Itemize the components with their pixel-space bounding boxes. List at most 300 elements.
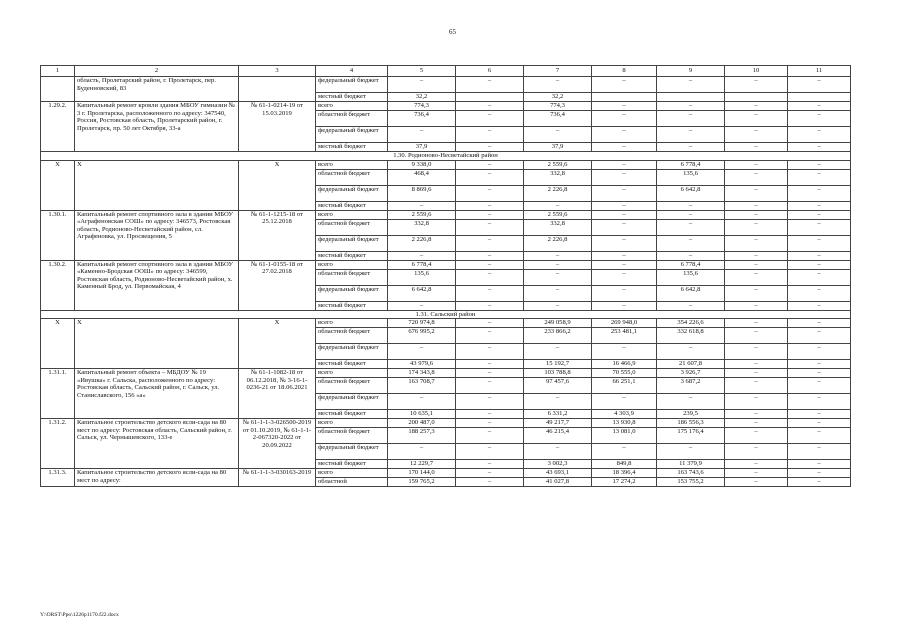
value-cell: – (725, 260, 788, 269)
value-cell: – (592, 394, 657, 410)
table-row (41, 260, 851, 269)
value-cell: – (456, 260, 524, 269)
funding-source-cell: местный бюджет (316, 143, 388, 152)
value-cell: – (725, 143, 788, 152)
value-cell: – (657, 210, 725, 219)
value-cell: – (725, 127, 788, 143)
value-cell: 70 555,0 (592, 369, 657, 378)
table-row (41, 210, 851, 219)
value-cell: – (725, 102, 788, 111)
value-cell: – (456, 394, 524, 410)
value-cell: – (725, 160, 788, 169)
value-cell: – (788, 394, 851, 410)
value-cell: – (592, 235, 657, 251)
value-cell: – (456, 344, 524, 360)
value-cell: – (788, 410, 851, 419)
value-cell: – (592, 127, 657, 143)
value-cell: – (592, 301, 657, 310)
value-cell: 18 396,4 (592, 469, 657, 478)
item-number-cell: 1.31.2. (41, 419, 75, 469)
value-cell: – (592, 111, 657, 127)
funding-source-cell: всего (316, 319, 388, 328)
item-number-cell: 1.31.3. (41, 469, 75, 487)
value-cell: 233 866,2 (524, 328, 592, 344)
value-cell (788, 93, 851, 102)
funding-source-cell: областной бюджет (316, 111, 388, 127)
value-cell: – (788, 127, 851, 143)
funding-source-cell: местный бюджет (316, 460, 388, 469)
page-number: 65 (449, 28, 456, 36)
value-cell: 6 331,2 (524, 410, 592, 419)
value-cell: 15 192,7 (524, 360, 592, 369)
document-cell: № 61-1-1082-18 от 06.12.2018, № 3-16-1-0236-21 от 18.06.2021 (239, 369, 316, 419)
value-cell: – (725, 428, 788, 444)
value-cell: – (725, 77, 788, 93)
column-header: 11 (788, 66, 851, 77)
value-cell: – (592, 169, 657, 185)
funding-source-cell: областной бюджет (316, 269, 388, 285)
funding-source-cell: областной бюджет (316, 328, 388, 344)
table-row (41, 102, 851, 111)
value-cell: – (657, 77, 725, 93)
value-cell: 135,6 (388, 269, 456, 285)
value-cell: – (788, 419, 851, 428)
section-row (41, 152, 851, 161)
value-cell: 186 556,3 (657, 419, 725, 428)
value-cell: – (388, 251, 456, 260)
value-cell: – (456, 328, 524, 344)
value-cell: – (524, 251, 592, 260)
value-cell: – (524, 444, 592, 460)
value-cell: – (456, 269, 524, 285)
value-cell: 135,6 (657, 169, 725, 185)
object-name-cell: Х (75, 160, 239, 210)
value-cell: 6 778,4 (657, 260, 725, 269)
value-cell: – (456, 77, 524, 93)
table-row (41, 77, 851, 93)
value-cell: – (788, 469, 851, 478)
value-cell: – (456, 378, 524, 394)
funding-source-cell: всего (316, 260, 388, 269)
funding-source-cell: всего (316, 469, 388, 478)
value-cell: – (388, 201, 456, 210)
value-cell: – (524, 285, 592, 301)
value-cell: 676 995,2 (388, 328, 456, 344)
value-cell: 163 743,6 (657, 469, 725, 478)
value-cell: 249 058,9 (524, 319, 592, 328)
value-cell: – (592, 260, 657, 269)
value-cell: – (725, 235, 788, 251)
value-cell: – (725, 185, 788, 201)
value-cell: – (456, 102, 524, 111)
value-cell: 6 642,8 (657, 285, 725, 301)
value-cell: 2 226,8 (388, 235, 456, 251)
value-cell: – (725, 169, 788, 185)
value-cell: 17 274,2 (592, 478, 657, 487)
value-cell: 2 559,6 (388, 210, 456, 219)
value-cell: – (592, 251, 657, 260)
value-cell: – (388, 394, 456, 410)
funding-source-cell: федеральный бюджет (316, 285, 388, 301)
column-header: 9 (657, 66, 725, 77)
value-cell: – (788, 478, 851, 487)
value-cell: – (592, 143, 657, 152)
value-cell: – (524, 301, 592, 310)
value-cell: 66 251,1 (592, 378, 657, 394)
value-cell: – (456, 210, 524, 219)
table-body (41, 66, 851, 487)
value-cell: – (657, 444, 725, 460)
funding-source-cell: местный бюджет (316, 251, 388, 260)
funding-source-cell: областной бюджет (316, 219, 388, 235)
funding-source-cell: федеральный бюджет (316, 344, 388, 360)
value-cell: – (657, 143, 725, 152)
value-cell: – (788, 111, 851, 127)
item-number-cell: 1.30.2. (41, 260, 75, 310)
value-cell: 153 755,2 (657, 478, 725, 487)
value-cell (725, 93, 788, 102)
value-cell: 21 607,8 (657, 360, 725, 369)
value-cell: – (456, 111, 524, 127)
funding-source-cell: федеральный бюджет (316, 185, 388, 201)
value-cell: – (456, 419, 524, 428)
value-cell: – (388, 344, 456, 360)
value-cell: – (524, 394, 592, 410)
value-cell: 43 693,1 (524, 469, 592, 478)
value-cell: 43 979,6 (388, 360, 456, 369)
value-cell: 774,3 (524, 102, 592, 111)
value-cell: – (788, 360, 851, 369)
value-cell: – (788, 77, 851, 93)
value-cell: 170 144,0 (388, 469, 456, 478)
object-name-cell: Капитальный ремонт кровли здания МБОУ гимназии № 3 г. Пролетарска, расположенного по адресу: 347540, Россия, Ростовская область, Пролетарский район, г. Пролетарск, пр. 50 лет Октября, 33-а (75, 102, 239, 152)
value-cell: – (657, 102, 725, 111)
file-path-footer: Y:\ORST\Ppo\1226p1170.f22.docx (40, 612, 119, 618)
funding-source-cell: всего (316, 160, 388, 169)
value-cell: – (456, 285, 524, 301)
value-cell: – (725, 269, 788, 285)
funding-source-cell: областной (316, 478, 388, 487)
value-cell: – (592, 219, 657, 235)
funding-source-cell: федеральный бюджет (316, 77, 388, 93)
value-cell: – (725, 201, 788, 210)
value-cell: – (725, 460, 788, 469)
value-cell: – (592, 285, 657, 301)
value-cell: 174 343,8 (388, 369, 456, 378)
object-name-cell: Капитальный ремонт спортивного зала в здании МБОУ «Каменно-Бродская ООШ» по адресу: 346599, Ростовская область, Родионово-Несветайский район, х. Каменный Брод, ул. Первомайская, 4 (75, 260, 239, 310)
table-row (41, 160, 851, 169)
funding-source-cell: всего (316, 102, 388, 111)
column-header: 2 (75, 66, 239, 77)
value-cell: – (725, 444, 788, 460)
document-cell: Х (239, 160, 316, 210)
value-cell: – (657, 235, 725, 251)
value-cell: – (657, 127, 725, 143)
document-cell: № 61-1-1-3-030163-2019 (239, 469, 316, 487)
value-cell: – (388, 77, 456, 93)
value-cell: – (592, 102, 657, 111)
value-cell: – (725, 111, 788, 127)
column-header: 1 (41, 66, 75, 77)
value-cell: – (725, 419, 788, 428)
value-cell: – (657, 394, 725, 410)
value-cell: 41 027,8 (524, 478, 592, 487)
value-cell: – (788, 444, 851, 460)
value-cell: 849,8 (592, 460, 657, 469)
value-cell: – (456, 251, 524, 260)
value-cell: – (456, 478, 524, 487)
value-cell: – (456, 469, 524, 478)
item-number-cell: 1.29.2. (41, 102, 75, 152)
value-cell: 32,2 (524, 93, 592, 102)
section-title: 1.31. Сальский район (41, 310, 851, 319)
funding-source-cell: федеральный бюджет (316, 127, 388, 143)
document-cell: Х (239, 319, 316, 369)
document-cell: № 61-1-1215-18 от 25.12.2018 (239, 210, 316, 260)
value-cell: – (456, 235, 524, 251)
value-cell: 2 559,6 (524, 160, 592, 169)
value-cell: – (524, 201, 592, 210)
value-cell: 49 217,7 (524, 419, 592, 428)
value-cell: 2 559,6 (524, 210, 592, 219)
value-cell: 12 229,7 (388, 460, 456, 469)
value-cell: – (657, 111, 725, 127)
value-cell: – (725, 410, 788, 419)
value-cell: – (788, 285, 851, 301)
value-cell: – (788, 185, 851, 201)
value-cell: – (725, 469, 788, 478)
value-cell: – (456, 127, 524, 143)
value-cell: 46 215,4 (524, 428, 592, 444)
value-cell: 3 002,3 (524, 460, 592, 469)
value-cell: 37,9 (388, 143, 456, 152)
value-cell: 4 303,9 (592, 410, 657, 419)
funding-source-cell: местный бюджет (316, 360, 388, 369)
value-cell: – (788, 201, 851, 210)
table-row (41, 419, 851, 428)
value-cell: – (788, 369, 851, 378)
value-cell: – (788, 102, 851, 111)
value-cell (657, 93, 725, 102)
funding-source-cell: областной бюджет (316, 169, 388, 185)
value-cell: 200 487,0 (388, 419, 456, 428)
value-cell: – (388, 301, 456, 310)
item-number-cell: Х (41, 160, 75, 210)
column-header: 4 (316, 66, 388, 77)
value-cell: – (725, 251, 788, 260)
value-cell: – (524, 269, 592, 285)
value-cell: 2 226,8 (524, 235, 592, 251)
object-name-cell: Капитальный ремонт спортивного зала в здании МБОУ «Аграфеновская СОШ» по адресу: 346573, Ростовская область, Родионово-Несветайский район, сл. Аграфеновка, ул. Просвещения, 5 (75, 210, 239, 260)
value-cell: – (725, 210, 788, 219)
value-cell (592, 93, 657, 102)
funding-source-cell: местный бюджет (316, 201, 388, 210)
section-row (41, 310, 851, 319)
funding-source-cell: федеральный бюджет (316, 394, 388, 410)
value-cell: – (788, 210, 851, 219)
item-number-cell: Х (41, 319, 75, 369)
value-cell: 3 687,2 (657, 378, 725, 394)
column-header: 7 (524, 66, 592, 77)
value-cell: 774,3 (388, 102, 456, 111)
value-cell: 135,6 (657, 269, 725, 285)
value-cell: 332,8 (524, 219, 592, 235)
value-cell (456, 93, 524, 102)
column-header: 5 (388, 66, 456, 77)
value-cell: 6 642,8 (388, 285, 456, 301)
value-cell: – (456, 143, 524, 152)
object-name-cell: Капитальный ремонт объекта – МБДОУ № 19 «Ивушка» г. Сальска, расположенного по адресу: Ростовская область, Сальский район, г. Сальск, ул. Станиславского, 156 «а» (75, 369, 239, 419)
column-header: 10 (725, 66, 788, 77)
value-cell: – (524, 127, 592, 143)
value-cell: – (456, 219, 524, 235)
value-cell: – (725, 319, 788, 328)
value-cell: – (592, 344, 657, 360)
value-cell: – (788, 219, 851, 235)
funding-source-cell: всего (316, 210, 388, 219)
value-cell: – (524, 344, 592, 360)
value-cell: – (388, 444, 456, 460)
header-row (41, 66, 851, 77)
value-cell: – (592, 160, 657, 169)
table-row (41, 469, 851, 478)
value-cell: – (788, 428, 851, 444)
value-cell: 253 481,1 (592, 328, 657, 344)
funding-source-cell: федеральный бюджет (316, 235, 388, 251)
value-cell: – (456, 301, 524, 310)
object-name-cell: Капитальное строительство детского ясли-сада на 80 мест по адресу: Ростовская область, Сальский район, г. Сальск, ул. Чернышевского, 133-е (75, 419, 239, 469)
value-cell: 269 948,0 (592, 319, 657, 328)
value-cell: – (657, 344, 725, 360)
value-cell: 37,9 (524, 143, 592, 152)
value-cell: – (788, 328, 851, 344)
value-cell: – (524, 77, 592, 93)
value-cell: – (788, 160, 851, 169)
value-cell: – (657, 301, 725, 310)
value-cell: 6 642,8 (657, 185, 725, 201)
value-cell: 188 257,3 (388, 428, 456, 444)
funding-source-cell: федеральный бюджет (316, 444, 388, 460)
value-cell: – (725, 344, 788, 360)
value-cell: – (592, 210, 657, 219)
funding-source-cell: местный бюджет (316, 301, 388, 310)
value-cell: 11 379,9 (657, 460, 725, 469)
value-cell: 97 457,6 (524, 378, 592, 394)
value-cell: 720 974,8 (388, 319, 456, 328)
object-name-cell: область, Пролетарский район, г. Пролетарск, пер. Буденновский, 83 (75, 77, 239, 102)
value-cell: 13 930,8 (592, 419, 657, 428)
value-cell: – (788, 378, 851, 394)
funding-source-cell: всего (316, 369, 388, 378)
item-number-cell (41, 77, 75, 102)
value-cell: – (725, 219, 788, 235)
value-cell: – (456, 201, 524, 210)
value-cell: 103 788,8 (524, 369, 592, 378)
value-cell: 2 226,8 (524, 185, 592, 201)
value-cell: – (388, 127, 456, 143)
value-cell: 10 635,1 (388, 410, 456, 419)
value-cell: – (456, 428, 524, 444)
value-cell: – (456, 319, 524, 328)
value-cell: – (524, 260, 592, 269)
value-cell: – (456, 185, 524, 201)
funding-source-cell: местный бюджет (316, 93, 388, 102)
value-cell: 175 176,4 (657, 428, 725, 444)
document-cell: № 61-1-0214-19 от 15.03.2019 (239, 102, 316, 152)
value-cell: – (456, 160, 524, 169)
value-cell: 736,4 (524, 111, 592, 127)
value-cell: 16 466,9 (592, 360, 657, 369)
value-cell: – (657, 201, 725, 210)
value-cell: – (788, 460, 851, 469)
column-header: 3 (239, 66, 316, 77)
budget-table (40, 65, 851, 487)
funding-source-cell: областной бюджет (316, 378, 388, 394)
funding-source-cell: местный бюджет (316, 410, 388, 419)
value-cell: – (592, 77, 657, 93)
value-cell: 159 765,2 (388, 478, 456, 487)
funding-source-cell: областной бюджет (316, 428, 388, 444)
column-header: 6 (456, 66, 524, 77)
value-cell: – (788, 169, 851, 185)
section-title: 1.30. Родионово-Несветайский район (41, 152, 851, 161)
value-cell: – (788, 260, 851, 269)
value-cell: 332,8 (388, 219, 456, 235)
value-cell: – (725, 328, 788, 344)
value-cell: – (788, 235, 851, 251)
value-cell: 6 778,4 (657, 160, 725, 169)
value-cell: – (788, 319, 851, 328)
value-cell: 239,5 (657, 410, 725, 419)
value-cell: 736,4 (388, 111, 456, 127)
value-cell: – (592, 269, 657, 285)
column-header: 8 (592, 66, 657, 77)
funding-source-cell: всего (316, 419, 388, 428)
value-cell: 3 926,7 (657, 369, 725, 378)
value-cell: – (788, 301, 851, 310)
value-cell: 32,2 (388, 93, 456, 102)
document-cell (239, 77, 316, 102)
value-cell: – (592, 185, 657, 201)
document-cell: № 61-1-1-3-026500-2019 от 01.10.2019, № 61-1-1-2-067320-2022 от 20.09.2022 (239, 419, 316, 469)
value-cell: 13 081,0 (592, 428, 657, 444)
value-cell: 6 778,4 (388, 260, 456, 269)
value-cell: – (788, 269, 851, 285)
value-cell: – (725, 394, 788, 410)
value-cell: 354 226,6 (657, 319, 725, 328)
item-number-cell: 1.31.1. (41, 369, 75, 419)
value-cell: – (725, 478, 788, 487)
value-cell: – (725, 360, 788, 369)
value-cell: – (725, 369, 788, 378)
value-cell: – (657, 219, 725, 235)
value-cell: – (592, 444, 657, 460)
value-cell: – (788, 251, 851, 260)
value-cell: 163 708,7 (388, 378, 456, 394)
value-cell: – (657, 251, 725, 260)
value-cell: – (788, 344, 851, 360)
value-cell: 332,8 (524, 169, 592, 185)
value-cell: – (456, 460, 524, 469)
value-cell: 8 869,6 (388, 185, 456, 201)
value-cell: – (456, 169, 524, 185)
value-cell: 468,4 (388, 169, 456, 185)
value-cell: – (725, 301, 788, 310)
object-name-cell: Капитальное строительство детского ясли-сада на 80 мест по адресу: (75, 469, 239, 487)
value-cell: 9 338,0 (388, 160, 456, 169)
value-cell: – (456, 369, 524, 378)
value-cell: – (788, 143, 851, 152)
